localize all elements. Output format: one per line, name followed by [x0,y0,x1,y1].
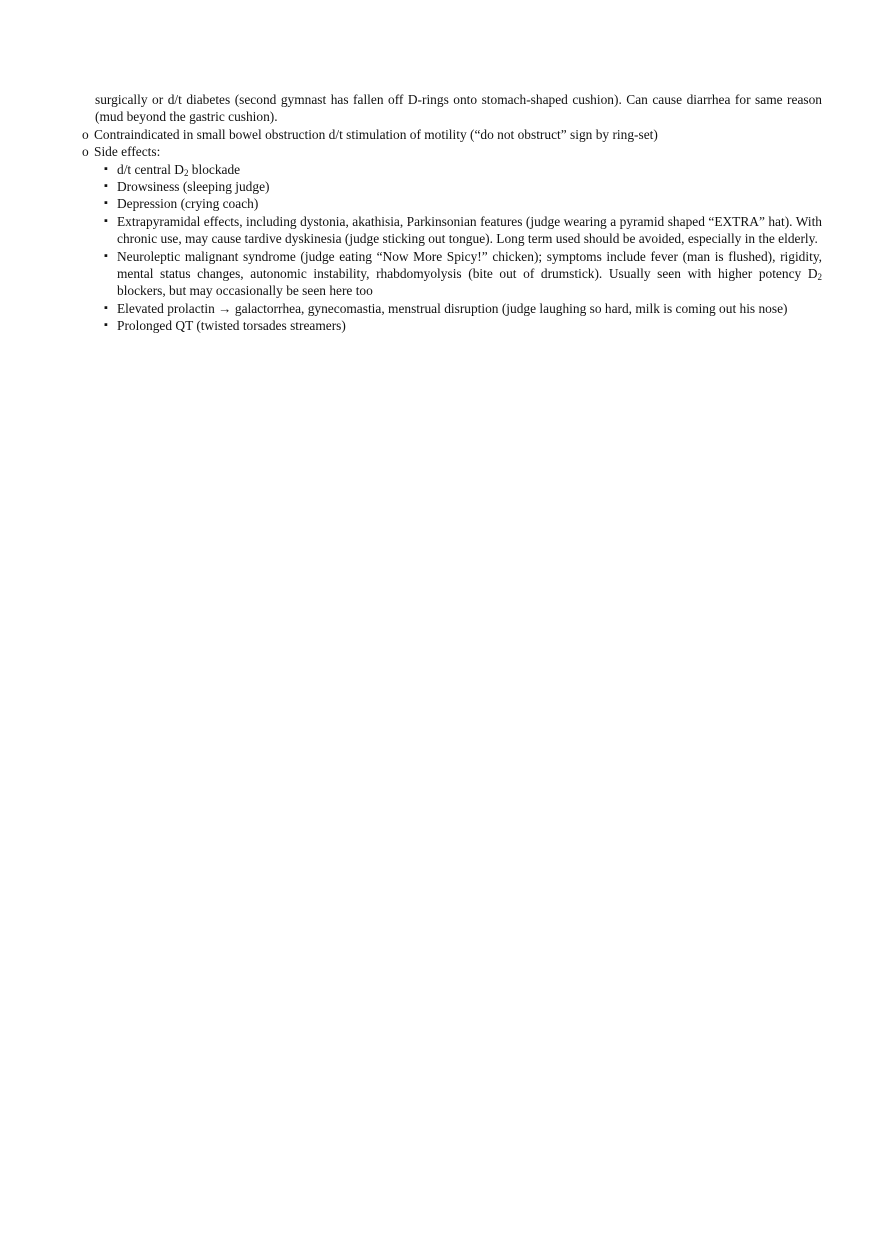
side-effect-text-pre: d/t central D [117,161,184,177]
circle-bullet-marker: o [82,144,89,160]
side-effect-text: Elevated prolactin → galactorrhea, gynecomastia, menstrual disruption (judge laughing so hard, milk is coming out his nose) [117,300,788,316]
side-effects-list [82,161,822,335]
side-effect-text-post: blockade [188,161,241,177]
side-effect-text: Drowsiness (sleeping judge) [117,179,270,195]
list-item-side-effects [82,143,822,160]
square-bullet-marker: ▪ [104,249,108,262]
side-effects-heading: Side effects: [94,144,161,160]
subscript: 2 [817,272,822,283]
side-effect-item [104,195,822,212]
side-effect-text: Extrapyramidal effects, including dystonia, akathisia, Parkinsonian features (judge wearing a pyramid shaped “EXTRA” hat). With chronic use, may cause tardive dyskinesia (judge sticking out tongue). Long term used should be avoided, especially in the elderly. [117,213,822,247]
square-bullet-marker: ▪ [104,180,108,193]
square-bullet-marker: ▪ [104,197,108,210]
square-bullet-marker: ▪ [104,214,108,227]
side-effect-item [104,300,822,317]
list-item-contraindication [82,126,822,143]
side-effect-text-post: blockers, but may occasionally be seen here too [117,283,373,299]
side-effect-item [104,213,822,248]
continued-paragraph-text: surgically or d/t diabetes (second gymnast has fallen off D-rings onto stomach-shaped cushion). Can cause diarrhea for same reason (mud beyond the gastric cushion). [95,92,822,125]
contraindication-text: Contraindicated in small bowel obstruction d/t stimulation of motility (“do not obstruct” sign by ring-set) [94,126,658,142]
circle-bullet-marker: o [82,126,89,142]
continued-paragraph [82,91,822,126]
side-effect-text-pre: Neuroleptic malignant syndrome (judge eating “Now More Spicy!” chicken); symptoms include fever (man is flushed), rigidity, mental status changes, autonomic instability, rhabdomyolysis (bite out of drumstick). Usually seen with higher potency D [117,248,822,282]
side-effect-text: Prolonged QT (twisted torsades streamers) [117,318,346,334]
square-bullet-marker: ▪ [104,301,108,314]
side-effect-item [104,161,822,178]
side-effect-text: Depression (crying coach) [117,196,259,212]
side-effect-item [104,178,822,195]
side-effect-item [104,317,822,334]
square-bullet-marker: ▪ [104,319,108,332]
document-body [82,91,822,335]
subscript: 2 [183,167,189,178]
square-bullet-marker: ▪ [104,162,108,175]
side-effect-item [104,248,822,300]
